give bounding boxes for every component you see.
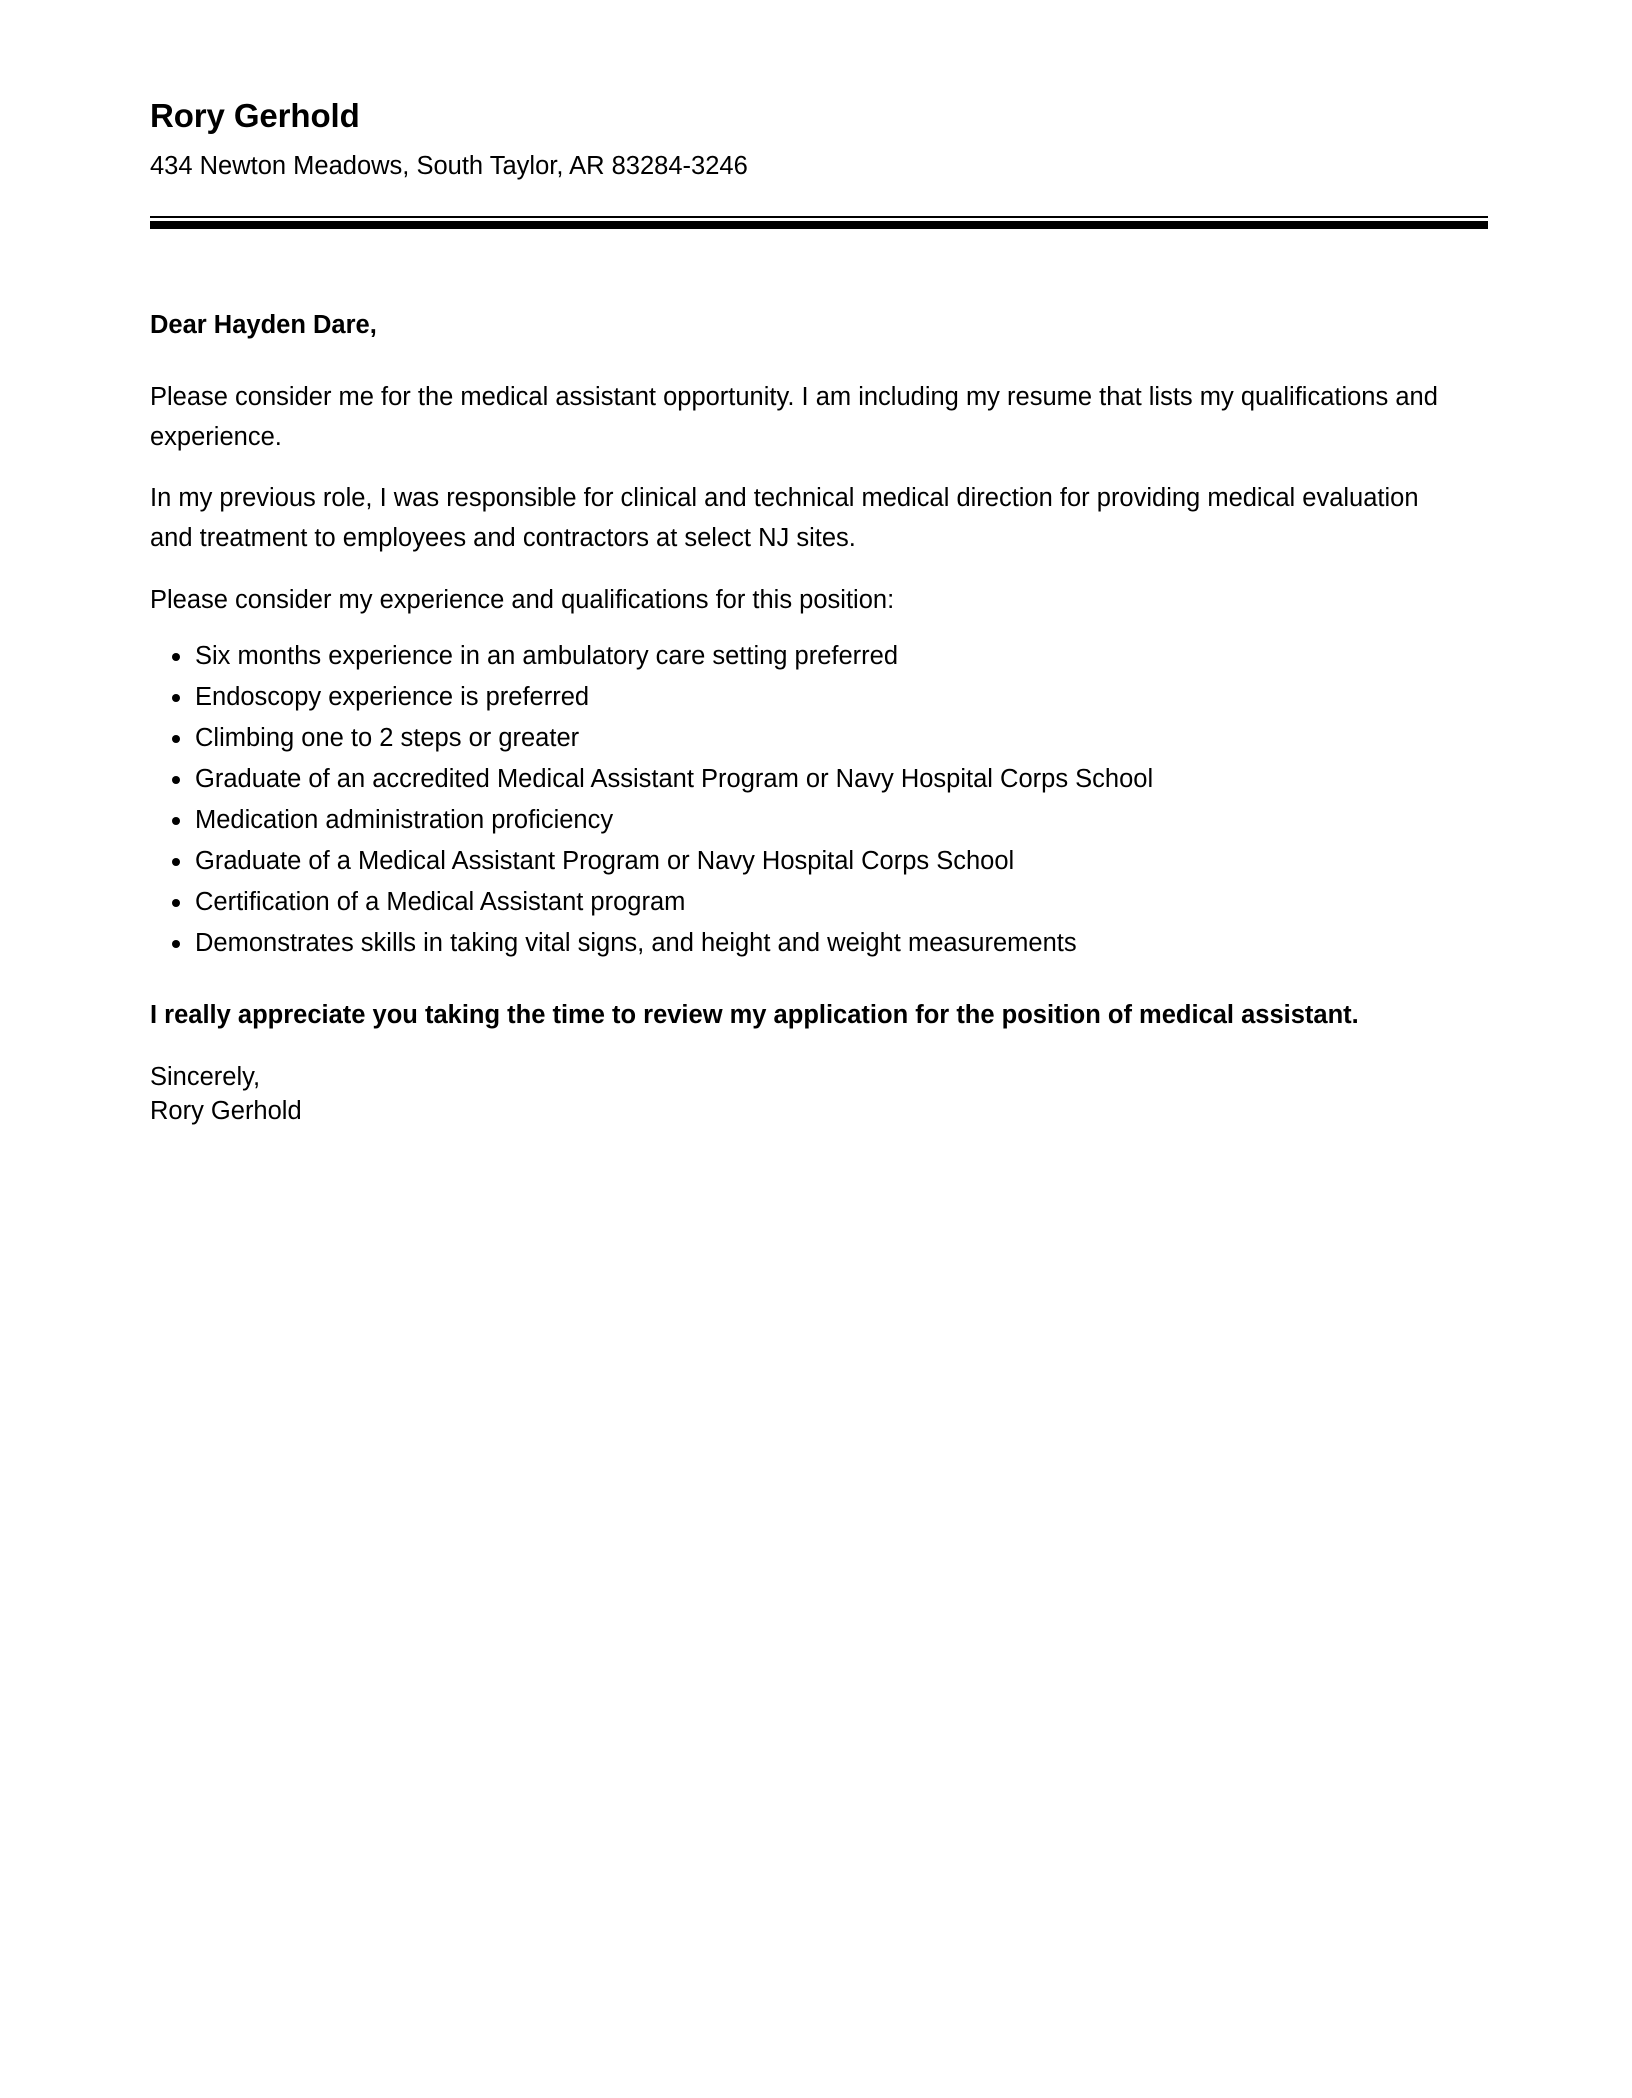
signature-block (150, 1060, 1490, 1129)
letter-body (150, 306, 1490, 1129)
list-item (150, 805, 1490, 836)
sender-name: Rory Gerhold (150, 97, 360, 134)
body-paragraph-2: In my previous role, I was responsible for clinical and technical medical direction for providing medical evaluation and treatment to employees and contractors at select NJ sites. (150, 484, 1419, 553)
bullet-dot-icon (172, 940, 180, 948)
sender-address: 434 Newton Meadows, South Taylor, AR 83284-3246 (150, 152, 748, 181)
header-divider (150, 216, 1488, 229)
list-item-label: Certification of a Medical Assistant program (195, 888, 686, 917)
letter-content (150, 96, 1490, 1129)
bullet-dot-icon (172, 694, 180, 702)
list-item (150, 846, 1490, 877)
list-item-label: Medication administration proficiency (195, 806, 614, 835)
divider-thick-rule (150, 221, 1488, 229)
body-paragraph-1: Please consider me for the medical assistant opportunity. I am including my resume that lists my qualifications and experience. (150, 382, 1438, 451)
bullet-dot-icon (172, 735, 180, 743)
qualifications-lead-in: Please consider my experience and qualifications for this position: (150, 585, 895, 614)
sign-off: Sincerely, (150, 1062, 261, 1091)
bullet-dot-icon (172, 817, 180, 825)
list-item (150, 928, 1490, 959)
bullet-dot-icon (172, 653, 180, 661)
list-item-label: Endoscopy experience is preferred (195, 682, 590, 711)
bullet-dot-icon (172, 858, 180, 866)
list-item-label: Six months experience in an ambulatory care setting preferred (195, 641, 899, 670)
bullet-dot-icon (172, 776, 180, 784)
list-item (150, 682, 1490, 713)
list-item (150, 887, 1490, 918)
salutation: Dear Hayden Dare, (150, 310, 377, 339)
letterhead (150, 96, 1490, 188)
list-item-label: Graduate of an accredited Medical Assistant Program or Navy Hospital Corps School (195, 764, 1154, 793)
qualifications-list (150, 641, 1490, 960)
bullet-dot-icon (172, 899, 180, 907)
closing-statement: I really appreciate you taking the time to review my application for the position of medical assistant. (150, 1000, 1359, 1029)
list-item-label: Graduate of a Medical Assistant Program or Navy Hospital Corps School (195, 847, 1015, 876)
list-item (150, 723, 1490, 754)
list-item (150, 641, 1490, 672)
list-item-label: Climbing one to 2 steps or greater (195, 723, 580, 752)
list-item (150, 764, 1490, 795)
list-item-label: Demonstrates skills in taking vital signs, and height and weight measurements (195, 929, 1077, 958)
signature-name: Rory Gerhold (150, 1097, 302, 1126)
